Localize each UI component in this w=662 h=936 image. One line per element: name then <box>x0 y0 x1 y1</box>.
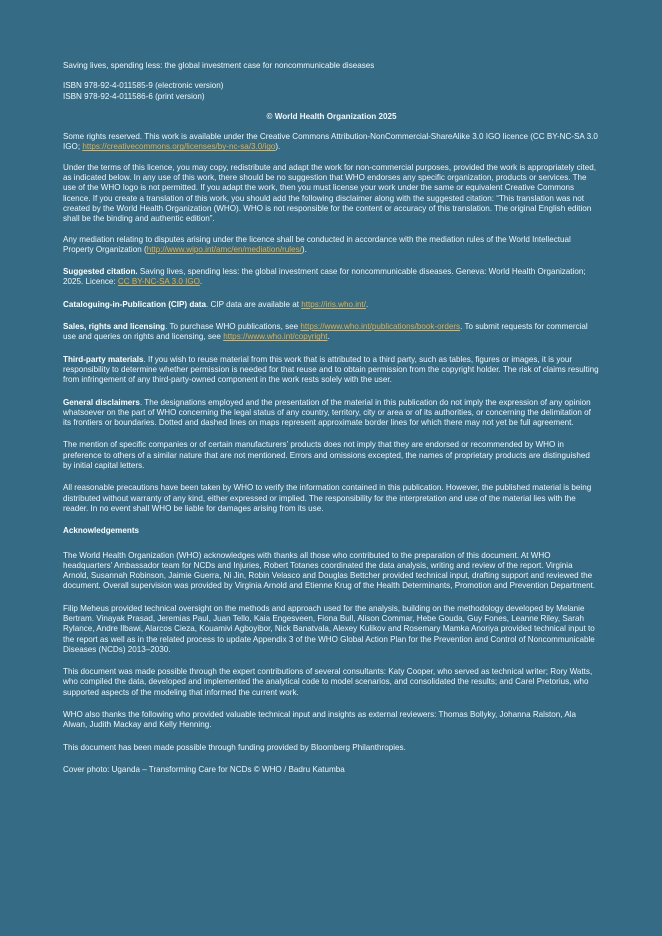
acknowledgements-paragraph-1: The World Health Organization (WHO) acknowledges with thanks all those who contributed to the preparation of this document. At WHO headquarters’ Ambassador team for NCDs and Injuries, Robert Totanes coordinated the data analysis, writing and review of the report. Virginia Arnold, Susannah Robinson, Jaimie Guerra, Ni Jin, Robin Velasco and Douglas Bettcher provided technical input, drafting support and reviewed the document. Overall supervision was provided by Virginia Arnold and Etienne Krug of the Health Determinants, Promotion and Prevention Department. <box>63 550 596 591</box>
iris-link[interactable]: https://iris.who.int/ <box>301 299 367 309</box>
terms-paragraph: Under the terms of this licence, you may copy, redistribute and adapt the work for non-commercial purposes, provided the work is appropriately cited, as indicated below. In any use of this work, there should be no suggestion that WHO endorses any specific organization, products or services. The use of the WHO logo is not permitted. If you adapt the work, then you must license your work under the same or equivalent Creative Commons licence. If you create a translation of this work, you should add the following disclaimer along with the suggested citation: “This translation was not created by the World Health Organization (WHO). WHO is not responsible for the content or accuracy of this translation. The original English edition shall be the binding and authentic edition”. <box>63 162 596 224</box>
disclaimers-paragraph <box>63 398 600 429</box>
licence-link[interactable]: https://creativecommons.org/licenses/by-nc-sa/3.0/igo <box>82 142 276 152</box>
book-orders-link[interactable]: https://www.who.int/publications/book-orders <box>300 322 461 332</box>
rights-text: Some rights reserved. This work is available under the Creative Commons Attribution-NonCommercial-ShareAlike 3.0 IGO licence (CC BY-NC-SA 3.0 IGO; <box>63 132 598 152</box>
sales-end: . <box>327 332 330 342</box>
third-party-label: Third-party materials <box>63 354 144 364</box>
copyright-link[interactable]: https://www.who.int/copyright <box>223 332 328 342</box>
acknowledgements-heading: Acknowledgements <box>63 526 140 536</box>
rights-paragraph <box>63 132 600 153</box>
wipo-link[interactable]: http://www.wipo.int/amc/en/mediation/rules/ <box>146 244 302 254</box>
third-party-paragraph <box>63 355 600 386</box>
acknowledgements-paragraph-3: This document was made possible through the expert contributions of several consultants: Katy Cooper, who served as technical writer; Rory Watts, who compiled the data, developed and implemented the analytical code to model scenarios, and consolidated the results; and Carel Pretorius, who supported aspects of the modeling that informed the current work. <box>63 667 593 697</box>
publication-title: Saving lives, spending less: the global investment case for noncommunicable diseases <box>63 61 375 70</box>
acknowledgements-paragraph-2: Filip Meheus provided technical oversight on the methods and approach used for the analysis, building on the methodology developed by Melanie Bertram. Vinayak Prasad, Jeremias Paul, Juan Tello, Kaia Engesveen, Fiona Bull, Alison Commar, Hebe Gouda, Guy Fones, Leanne Riley, Sarah Rylance, Andre Ilbawi, Alarcos Cieza, Kouamivi Agboyibor, Nick Banatvala, Alexey Kulikov and Rosemary Mamka Anoriya provided technical input to the report as well as in the related process to update Appendix 3 of the WHO Global Action Plan for the Prevention and Control of Noncommunicable Diseases (NCDs) 2013–2030. <box>63 603 595 654</box>
acknowledgements-paragraph-4: WHO also thanks the following who provided valuable technical input and insights as external reviewers: Thomas Bollyky, Johanna Ralston, Ala Alwan, Judith Mackay and Kelly Henning. <box>63 710 577 730</box>
cip-label: Cataloguing-in-Publication (CIP) data <box>63 299 206 309</box>
disclaimers-text: . The designations employed and the presentation of the material in this publication do not imply the expression of any opinion whatsoever on the part of WHO concerning the legal status of any country, territory, city or area or of its authorities, or concerning the delimitation of its frontiers or boundaries. Dotted and dashed lines on maps represent approximate border lines for which there may not yet be full agreement. <box>63 397 591 428</box>
mediation-end: ). <box>301 244 307 254</box>
mediation-paragraph <box>63 235 600 256</box>
citation-licence-link[interactable]: CC BY-NC-SA 3.0 IGO <box>117 277 200 287</box>
sales-label: Sales, rights and licensing <box>63 322 166 332</box>
cover-photo-credit: Cover photo: Uganda – Transforming Care for NCDs © WHO / Badru Katumba <box>63 764 345 774</box>
disclaimers-label: General disclaimers <box>63 397 140 407</box>
citation-paragraph <box>63 267 600 288</box>
rights-end: ). <box>275 142 281 152</box>
citation-label: Suggested citation. <box>63 267 138 277</box>
citation-text: Saving lives, spending less: the global investment case for noncommunicable diseases. Geneva: World Health Organization; 2025. Licence: <box>63 267 586 287</box>
funding-paragraph: This document has been made possible through funding provided by Bloomberg Philanthropies. <box>63 742 406 752</box>
sales-text-2: . To submit requests for commercial use and queries on rights and licensing, see <box>63 322 588 342</box>
isbn-electronic: ISBN 978-92-4-011585-9 (electronic version) <box>63 81 224 91</box>
citation-end: . <box>199 277 203 287</box>
precautions-paragraph: All reasonable precautions have been taken by WHO to verify the information contained in this publication. However, the published material is being distributed without warranty of any kind, either expressed or implied. The responsibility for the interpretation and use of the material lies with the reader. In no event shall WHO be liable for damages arising from its use. <box>63 483 592 513</box>
cip-paragraph <box>63 300 600 310</box>
sales-paragraph <box>63 322 600 343</box>
sales-text: . To purchase WHO publications, see <box>165 322 301 332</box>
copyright-line: © World Health Organization 2025 <box>266 111 397 121</box>
cip-text: . CIP data are available at <box>205 299 302 309</box>
third-party-text: . If you wish to reuse material from this work that is attributed to a third party, such as tables, figures or images, it is your responsibility to determine whether permission is needed for that reuse and to obtain permission from the copyright holder. The risk of claims resulting from infringement of any third-party-owned component in the work rests solely with the user. <box>63 354 599 385</box>
isbn-print: ISBN 978-92-4-011586-6 (print version) <box>63 91 205 101</box>
mediation-text: Any mediation relating to disputes arising under the licence shall be conducted in accordance with the mediation rules of the World Intellectual Property Organization ( <box>63 234 571 254</box>
cip-end: . <box>366 299 369 309</box>
companies-paragraph: The mention of specific companies or of certain manufacturers’ products does not imply that they are endorsed or recommended by WHO in preference to others of a similar nature that are not mentioned. Errors and omissions excepted, the names of proprietary products are distinguished by initial capital letters. <box>63 440 590 471</box>
